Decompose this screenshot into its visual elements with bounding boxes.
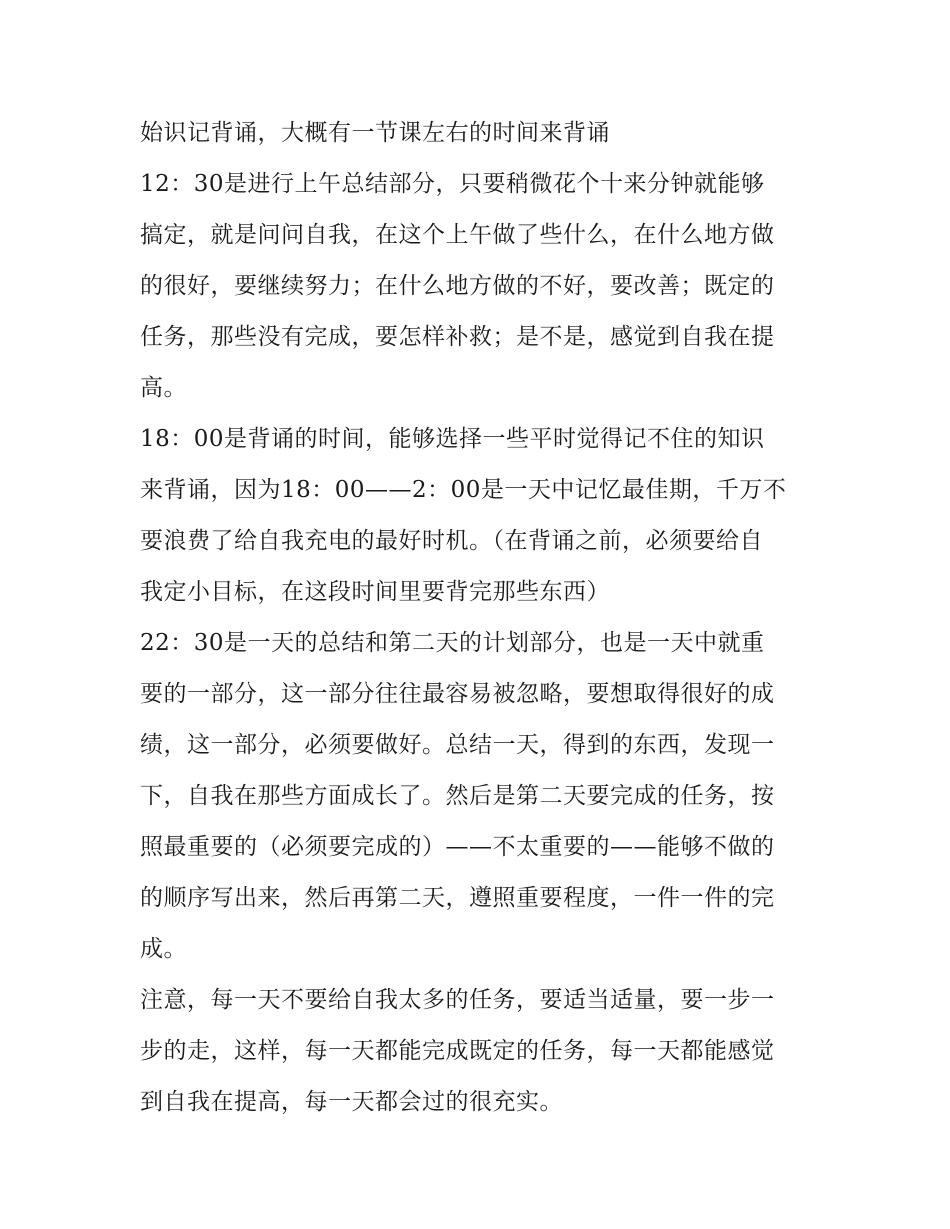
text-line: 要浪费了给自我充电的最好时机。（在背诵之前，必须要给自 [140, 528, 763, 554]
text-line: 来背诵，因为18：00——2：00是一天中记忆最佳期，千万不 [140, 477, 787, 503]
text-line: 任务，那些没有完成，要怎样补救；是不是，感觉到自我在提 [140, 324, 775, 350]
document-body [140, 108, 820, 1128]
text-line: 始识记背诵，大概有一节课左右的时间来背诵 [140, 120, 610, 146]
text-line: 12：30是进行上午总结部分，只要稍微花个十来分钟就能够 [140, 171, 765, 197]
text-line: 照最重要的（必须要完成的）——不太重要的——能够不做的 [140, 834, 775, 860]
text-line: 下，自我在那些方面成长了。然后是第二天要完成的任务，按 [140, 783, 775, 809]
text-line: 我定小目标，在这段时间里要背完那些东西） [140, 579, 610, 605]
text-line: 到自我在提高，每一天都会过的很充实。 [140, 1089, 563, 1115]
text-line: 22：30是一天的总结和第二天的计划部分，也是一天中就重 [140, 630, 765, 656]
text-line: 搞定，就是问问自我，在这个上午做了些什么，在什么地方做 [140, 222, 775, 248]
text-line: 成。 [140, 936, 187, 962]
text-line: 高。 [140, 375, 187, 401]
text-line: 18：00是背诵的时间，能够选择一些平时觉得记不住的知识 [140, 426, 765, 452]
text-line: 的顺序写出来，然后再第二天，遵照重要程度，一件一件的完 [140, 885, 775, 911]
text-line: 的很好，要继续努力；在什么地方做的不好，要改善；既定的 [140, 273, 775, 299]
text-line: 注意，每一天不要给自我太多的任务，要适当适量，要一步一 [140, 987, 775, 1013]
text-line: 步的走，这样，每一天都能完成既定的任务，每一天都能感觉 [140, 1038, 775, 1064]
text-line: 绩，这一部分，必须要做好。总结一天，得到的东西，发现一 [140, 732, 775, 758]
text-line: 要的一部分，这一部分往往最容易被忽略，要想取得很好的成 [140, 681, 775, 707]
